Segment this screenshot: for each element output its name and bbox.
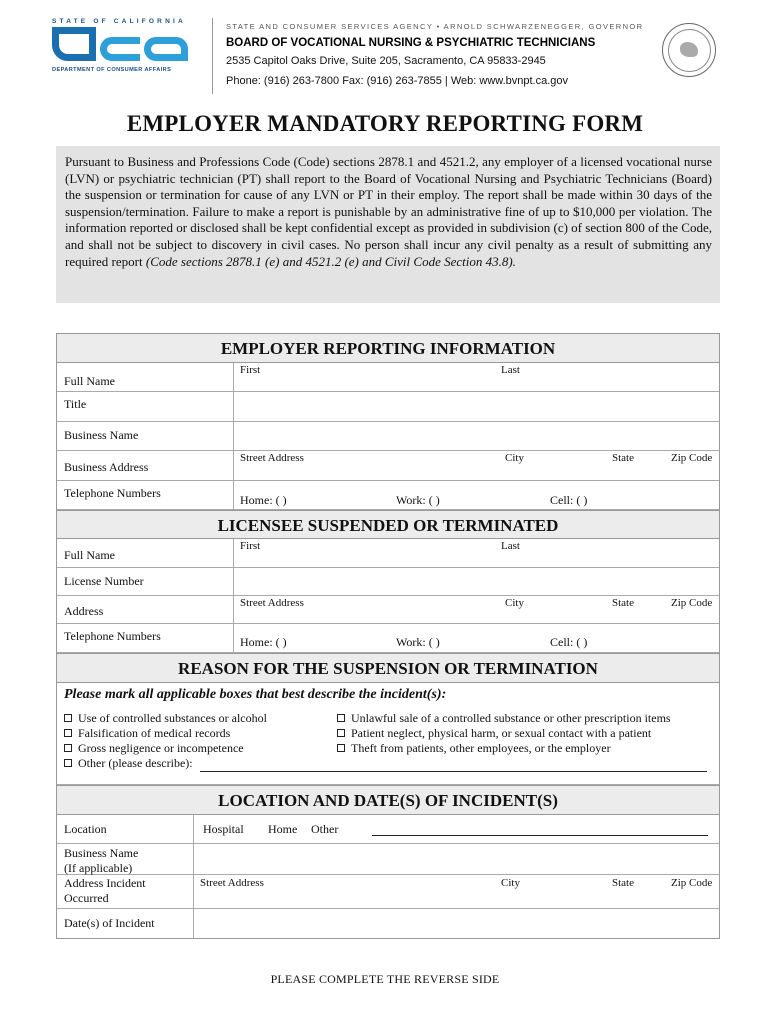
checkbox-icon[interactable] [64,744,72,752]
hint-city: City [505,597,524,609]
hint-work: Work: ( ) [396,493,440,507]
checkbox-icon[interactable] [64,714,72,722]
label-incident-address [57,875,194,908]
hint-zip: Zip Code [671,597,713,609]
intro-text: Pursuant to Business and Professions Code (Code) sections 2878.1 and 4521.2, any employer of a licensed vocational nurse (LVN) or psychiatric technician (PT) shall report to the Board of Vocational Nursing and Psychiatric Technicians (Board) the suspension or termination for cause of any LVN or PT in their employ. The report shall be made within 30 days of the suspension/termination. Failure to make a report is punishable by an administrative fine of up to $10,000 per violation. The information reported or disclosed shall be kept confidential except as provided in subdivision (c) of section 800 of the Code, and shall not be subject to discovery in civil cases. No person shall incur any civil penalty as a result of submitting any required report [65,154,712,269]
employer-name-row [57,363,719,392]
section-employer-heading: EMPLOYER REPORTING INFORMATION [57,334,719,363]
label-if-applicable: (If applicable) [64,861,133,875]
dca-logo [52,18,202,88]
form-title: EMPLOYER MANDATORY REPORTING FORM [126,111,644,136]
logo-dept-text: DEPARTMENT OF CONSUMER AFFAIRS [52,67,172,73]
logo-a-shape [144,37,188,61]
location-row [57,815,719,844]
label-business-name: Business Name [64,846,139,860]
incident-business-field[interactable] [194,844,719,874]
licensee-name-field[interactable] [234,539,719,567]
employer-title-field[interactable] [234,392,719,421]
checkbox-icon[interactable] [337,729,345,737]
label-address: Address [57,596,234,623]
employer-title-row [57,392,719,422]
option-home[interactable]: Home [268,822,298,836]
hint-city: City [501,877,520,889]
footer-note: PLEASE COMPLETE THE REVERSE SIDE [270,972,500,986]
hint-home: Home: ( ) [240,635,287,649]
intro-paragraph [56,146,720,303]
hint-home: Home: ( ) [240,493,287,507]
hint-first: First [240,540,261,552]
checkbox-icon[interactable] [337,714,345,722]
board-address: 2535 Capitol Oaks Drive, Suite 205, Sacramento, CA 95833-2945 [226,55,546,67]
agency-line: STATE AND CONSUMER SERVICES AGENCY • ARNOLD SCHWARZENEGGER, GOVERNOR [226,22,644,31]
logo-d-shape [52,27,96,61]
reason-option-negligence[interactable]: Gross negligence or incompetence [64,741,244,756]
hint-city: City [505,452,524,464]
label-business-address: Business Address [57,451,234,480]
checkbox-icon[interactable] [64,729,72,737]
label-incident-dates: Date(s) of Incident [57,909,194,938]
employer-phone-row [57,481,719,510]
licensee-phone-row [57,624,719,653]
reason-option-patient-neglect[interactable]: Patient neglect, physical harm, or sexual contact with a patient [337,726,651,741]
reason-option-theft[interactable]: Theft from patients, other employees, or the employer [337,741,611,756]
hint-cell: Cell: ( ) [550,635,588,649]
hint-state: State [612,877,634,889]
licensee-name-row [57,539,719,568]
other-description-line[interactable] [200,771,707,772]
logo-dca-letters [52,27,202,61]
label-business-name: Business Name [57,422,234,450]
label-location: Location [57,815,194,843]
employer-business-row [57,422,719,451]
hint-first: First [240,364,261,376]
hint-work: Work: ( ) [396,635,440,649]
label-full-name: Full Name [57,363,234,391]
hint-street: Street Address [240,597,304,609]
label-telephone: Telephone Numbers [57,624,234,652]
section-licensee-heading: LICENSEE SUSPENDED OR TERMINATED [57,510,719,539]
logo-state-text: STATE OF CALIFORNIA [52,18,186,25]
hint-cell: Cell: ( ) [550,493,588,507]
label-license-number: License Number [57,568,234,595]
state-seal-icon [662,23,716,77]
employer-phone-field[interactable] [234,481,719,509]
licensee-license-field[interactable] [234,568,719,595]
hint-zip: Zip Code [671,452,713,464]
label-full-name: Full Name [57,539,234,567]
section-reason-heading: REASON FOR THE SUSPENSION OR TERMINATION [57,653,719,683]
hint-state: State [612,597,634,609]
licensee-address-field[interactable] [234,596,719,623]
employer-name-field[interactable] [234,363,719,391]
hint-street: Street Address [240,452,304,464]
incident-address-row [57,875,719,909]
licensee-phone-field[interactable] [234,624,719,652]
option-other[interactable]: Other [311,822,339,836]
reason-instruction: Please mark all applicable boxes that best describe the incident(s): [64,687,447,702]
employer-address-row [57,451,719,481]
incident-dates-field[interactable] [194,909,719,938]
employer-business-field[interactable] [234,422,719,450]
reason-block [57,683,719,785]
incident-dates-row [57,909,719,938]
reason-option-substances[interactable]: Use of controlled substances or alcohol [64,711,267,726]
checkbox-icon[interactable] [337,744,345,752]
label-occurred: Occurred [64,891,109,905]
location-other-line[interactable] [372,835,708,836]
hint-state: State [612,452,634,464]
reason-option-falsification[interactable]: Falsification of medical records [64,726,230,741]
reason-option-unlawful-sale[interactable]: Unlawful sale of a controlled substance or other prescription items [337,711,671,726]
incident-business-row [57,844,719,875]
reason-option-other[interactable]: Other (please describe): [64,756,193,771]
licensee-address-row [57,596,719,624]
location-field[interactable] [194,815,719,843]
label-telephone: Telephone Numbers [57,481,234,509]
board-contact: Phone: (916) 263-7800 Fax: (916) 263-7855 | Web: www.bvnpt.ca.gov [226,75,569,87]
incident-address-field[interactable] [194,875,719,908]
header-divider [212,18,213,94]
logo-c-shape [100,37,140,61]
board-name: BOARD OF VOCATIONAL NURSING & PSYCHIATRIC TECHNICIANS [226,37,596,49]
label-address-incident: Address Incident [64,876,146,890]
hint-street: Street Address [200,877,264,889]
section-location-heading: LOCATION AND DATE(S) OF INCIDENT(S) [57,785,719,815]
intro-citation: (Code sections 2878.1 (e) and 4521.2 (e) and Civil Code Section 43.8). [145,253,516,269]
hint-last: Last [501,540,520,552]
licensee-license-row [57,568,719,596]
reporting-form [56,333,720,939]
label-incident-business [57,844,194,874]
hint-last: Last [501,364,520,376]
hint-zip: Zip Code [671,877,713,889]
option-hospital[interactable]: Hospital [203,822,244,836]
label-title: Title [57,392,234,421]
checkbox-icon[interactable] [64,759,72,767]
employer-address-field[interactable] [234,451,719,480]
